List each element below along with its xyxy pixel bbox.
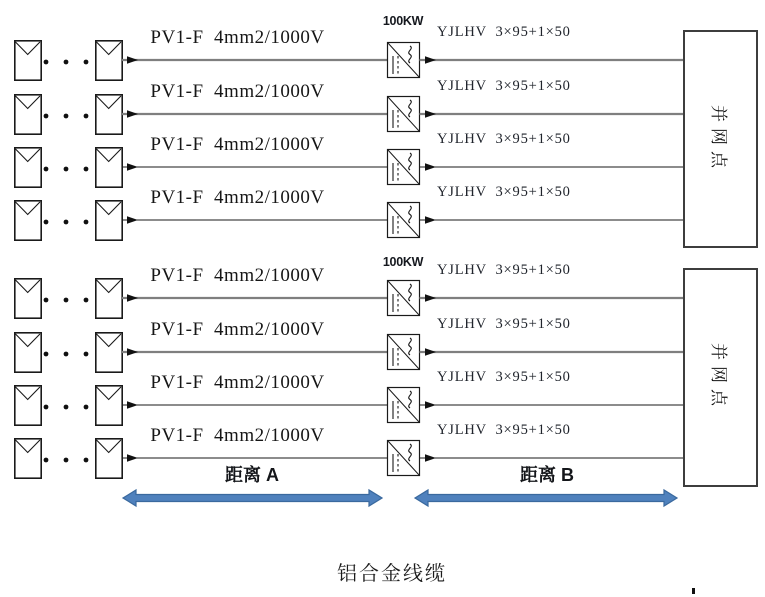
ac-cable-spec-label: YJLHV 3×95+1×50	[437, 77, 571, 94]
pv-module-icon	[96, 279, 122, 318]
pv-module-icon	[96, 332, 122, 371]
ac-cable-spec-label: YJLHV 3×95+1×50	[437, 24, 571, 40]
pv-cable-spec-label: PV1-F 4mm2/1000V	[150, 372, 325, 393]
flow-arrowhead-icon	[127, 294, 138, 302]
flow-arrowhead-icon	[425, 401, 436, 409]
inverter-icon	[388, 281, 420, 316]
flow-arrowhead-icon	[425, 216, 436, 224]
pv-module-icon	[96, 94, 122, 133]
pv-module-icon	[15, 279, 41, 318]
flow-arrowhead-icon	[127, 401, 138, 409]
pv-module-icon	[15, 94, 41, 133]
flow-arrowhead-icon	[425, 110, 436, 118]
pv-module-icon	[96, 386, 122, 425]
grid-connection-box	[683, 30, 758, 248]
ellipsis-dots-icon	[44, 220, 89, 225]
pv-string-row	[0, 377, 765, 433]
flow-arrowhead-icon	[127, 110, 138, 118]
pv-module-icon	[15, 439, 41, 478]
pv-cable-spec-label: PV1-F 4mm2/1000V	[150, 425, 325, 446]
distance-a-arrow-icon	[123, 490, 382, 506]
pv-module-icon	[96, 439, 122, 478]
flow-arrowhead-icon	[127, 454, 138, 462]
pv-string-row	[0, 32, 765, 88]
pv-string-row	[0, 324, 765, 380]
ac-cable-spec-label: YJLHV 3×95+1×50	[437, 184, 571, 200]
pv-string-row	[0, 430, 765, 486]
ac-cable-spec-label: YJLHV 3×95+1×50	[437, 131, 571, 147]
inverter-icon	[388, 203, 420, 238]
ac-cable-spec-label: YJLHV 3×95+1×50	[437, 422, 571, 438]
pv-cable-spec-label: PV1-F 4mm2/1000V	[150, 187, 325, 208]
pv-string-row	[0, 270, 765, 326]
pv-module-icon	[15, 41, 41, 80]
pv-module-icon	[96, 148, 122, 187]
inverter-power-label: 100KW	[382, 14, 424, 28]
flow-arrowhead-icon	[425, 163, 436, 171]
ellipsis-dots-icon	[44, 60, 89, 65]
pv-module-icon	[96, 41, 122, 80]
pv-module-icon	[15, 386, 41, 425]
pv-module-icon	[96, 201, 122, 240]
distance-b-arrow-icon	[415, 490, 677, 506]
flow-arrowhead-icon	[425, 294, 436, 302]
pv-string-row	[0, 192, 765, 248]
distance-a-label: 距离 A	[225, 465, 279, 485]
pv-cable-spec-label: PV1-F 4mm2/1000V	[150, 27, 325, 48]
flow-arrowhead-icon	[425, 348, 436, 356]
flow-arrowhead-icon	[127, 348, 138, 356]
flow-arrowhead-icon	[127, 216, 138, 224]
pv-cable-spec-label: PV1-F 4mm2/1000V	[150, 134, 325, 155]
distance-arrows-graphic	[0, 488, 765, 510]
ac-cable-spec-label: YJLHV 3×95+1×50	[437, 262, 571, 278]
ellipsis-dots-icon	[44, 113, 89, 118]
inverter-icon	[388, 96, 420, 131]
ellipsis-dots-icon	[44, 405, 89, 410]
inverter-icon	[388, 388, 420, 423]
flow-arrowhead-icon	[425, 454, 436, 462]
pv-string-row	[0, 139, 765, 195]
pv-cable-spec-label: PV1-F 4mm2/1000V	[150, 265, 325, 286]
inverter-icon	[388, 441, 420, 476]
inverter-icon	[388, 150, 420, 185]
ac-cable-spec-label: YJLHV 3×95+1×50	[437, 315, 571, 332]
pv-cable-spec-label: PV1-F 4mm2/1000V	[150, 80, 325, 102]
pv-string-row	[0, 86, 765, 142]
grid-connection-label: 并网点	[709, 104, 728, 174]
inverter-icon	[388, 43, 420, 78]
pv-module-icon	[15, 201, 41, 240]
inverter-icon	[388, 334, 420, 369]
ellipsis-dots-icon	[44, 167, 89, 172]
grid-connection-label: 并网点	[709, 343, 728, 412]
flow-arrowhead-icon	[425, 56, 436, 64]
pv-module-icon	[15, 332, 41, 371]
flow-arrowhead-icon	[127, 56, 138, 64]
flow-arrowhead-icon	[127, 163, 138, 171]
inverter-power-label: 100KW	[382, 255, 424, 269]
pv-cable-spec-label: PV1-F 4mm2/1000V	[150, 318, 325, 340]
pv-module-icon	[15, 148, 41, 187]
ac-cable-spec-label: YJLHV 3×95+1×50	[437, 369, 571, 385]
ellipsis-dots-icon	[44, 351, 89, 356]
stray-mark	[692, 588, 695, 594]
ellipsis-dots-icon	[44, 458, 89, 463]
cable-type-caption: 铝合金线缆	[337, 563, 447, 585]
grid-connection-box	[683, 268, 758, 487]
distance-b-label: 距离 B	[520, 465, 574, 485]
ellipsis-dots-icon	[44, 298, 89, 303]
